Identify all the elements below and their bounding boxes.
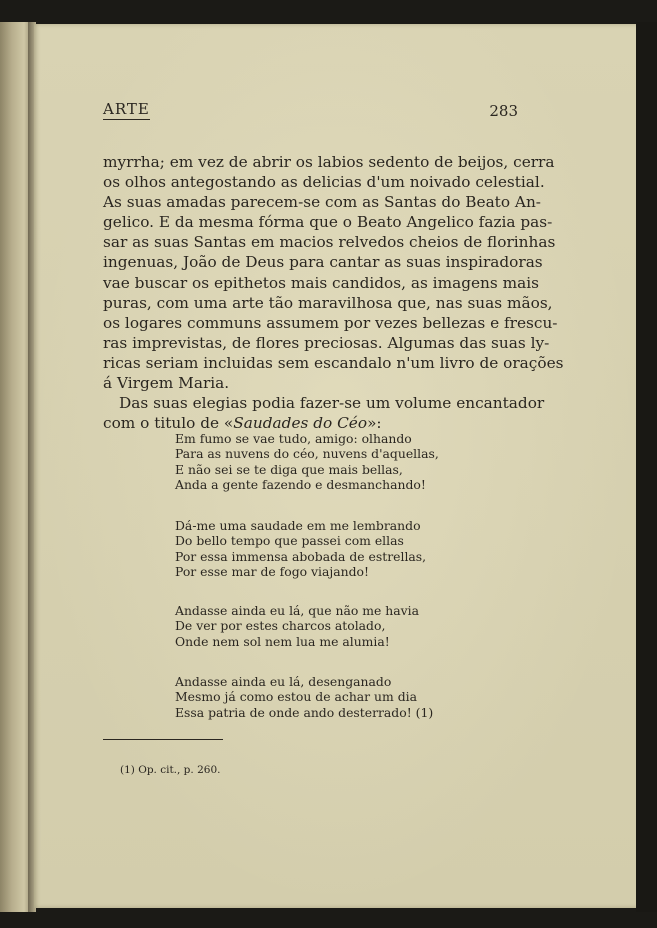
poem-stanza bbox=[175, 674, 435, 720]
body-line: gelico. E da mesma fórma que o Beato Angelico fazia pas- bbox=[103, 213, 553, 232]
poem-stanza bbox=[175, 603, 435, 649]
poem-line: Anda a gente fazendo e desmanchando! bbox=[175, 477, 426, 493]
poem-line: Dá-me uma saudade em me lembrando bbox=[175, 518, 421, 533]
intro-prefix: com o titulo de « bbox=[103, 414, 234, 433]
poem-line: De ver por estes charcos atolado, bbox=[175, 618, 386, 634]
body-line: vae buscar os epithetos mais candidos, as imagens mais bbox=[103, 273, 539, 292]
scan-background-right bbox=[636, 22, 657, 912]
poem-line: Onde nem sol nem lua me alumia! bbox=[175, 633, 390, 649]
poem-line: Andasse ainda eu lá, que não me havia bbox=[175, 603, 419, 618]
body-line: á Virgem Maria. bbox=[103, 374, 230, 393]
poem-line: Mesmo já como estou de achar um dia bbox=[175, 689, 417, 705]
footnote-rule bbox=[103, 739, 223, 740]
running-title: ARTE bbox=[103, 100, 150, 118]
poem-line: Por esse mar de fogo viajando! bbox=[175, 564, 369, 580]
body-line: As suas amadas parecem-se com as Santas do Beato An- bbox=[103, 193, 541, 212]
intro-suffix: »: bbox=[367, 414, 382, 433]
poem-line: E não sei se te diga que mais bellas, bbox=[175, 461, 403, 477]
poem-line: Por essa immensa abobada de estrellas, bbox=[175, 548, 427, 564]
body-line: os logares communs assumem por vezes bellezas e frescu- bbox=[103, 313, 558, 332]
poem-line: Do bello tempo que passei com ellas bbox=[175, 533, 404, 549]
poem-line: Para as nuvens do céo, nuvens d'aquellas, bbox=[175, 446, 439, 462]
intro-line: Das suas elegias podia fazer-se um volume encantador bbox=[119, 394, 545, 413]
book-title: Saudades do Céo bbox=[233, 414, 368, 433]
body-line: myrrha; em vez de abrir os labios sedento de beijos, cerra bbox=[103, 153, 555, 171]
poem-line: Essa patria de onde ando desterrado! (1) bbox=[175, 704, 434, 720]
body-line: ricas seriam incluidas sem escandalo n'um livro de orações bbox=[103, 353, 564, 372]
body-paragraphs bbox=[103, 152, 564, 433]
footnote: (1) Op. cit., p. 260. bbox=[120, 764, 221, 776]
poem-stanza bbox=[175, 431, 439, 493]
poem-line: Andasse ainda eu lá, desenganado bbox=[175, 674, 392, 689]
body-line: ras imprevistas, de flores preciosas. Algumas das suas ly- bbox=[103, 333, 550, 352]
body-line: os olhos antegostando as delicias d'um noivado celestial. bbox=[103, 173, 545, 192]
body-line: ingenuas, João de Deus para cantar as suas inspiradoras bbox=[103, 253, 543, 272]
left-page-edge bbox=[0, 22, 30, 912]
poem-stanza bbox=[175, 518, 435, 580]
body-line: puras, com uma arte tão maravilhosa que, nas suas mãos, bbox=[103, 293, 553, 312]
poem-line: Em fumo se vae tudo, amigo: olhando bbox=[175, 431, 412, 446]
page-number: 283 bbox=[489, 102, 518, 120]
body-line: sar as suas Santas em macios relvedos cheios de florinhas bbox=[103, 233, 556, 252]
